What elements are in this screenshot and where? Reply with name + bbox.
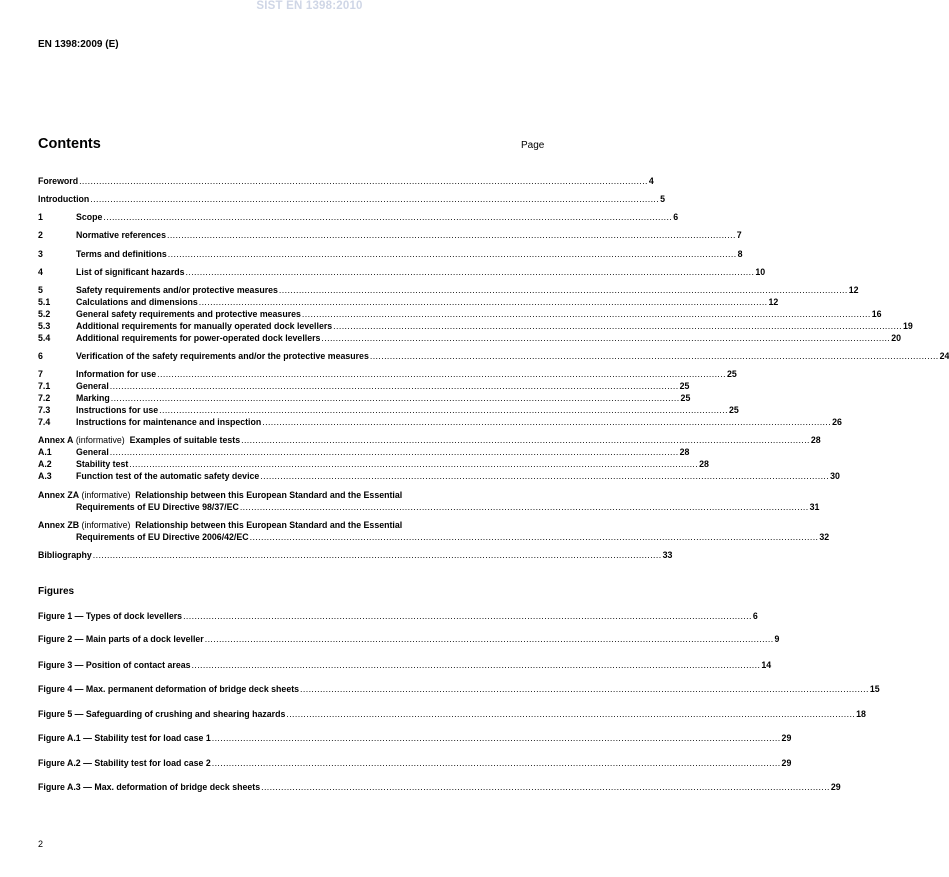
- figure-entry[interactable]: Figure 1 — Types of dock levellers ........................................................................................................................................................................................................ 6: [38, 611, 758, 621]
- figure-entry[interactable]: Figure 3 — Position of contact areas ........................................................................................................................................................................................................ 14: [38, 660, 772, 670]
- toc-entry[interactable]: 7.2 Marking ........................................................................................................................................................................................................ 25: [38, 393, 691, 403]
- watermark: SIST EN 1398:2010: [256, 0, 363, 12]
- toc-annex-za-line1[interactable]: Annex ZA (informative) Relationship between this European Standard and the Essential: [38, 490, 403, 500]
- toc-entry[interactable]: 7.4 Instructions for maintenance and inspection ........................................................................................................................................................................................................ 26: [38, 417, 842, 427]
- toc-annex-zb[interactable]: Requirements of EU Directive 2006/42/EC ........................................................................................................................................................................................................ 32: [76, 532, 830, 542]
- page-column-label: Page: [521, 140, 545, 151]
- toc-entry[interactable]: 5.3 Additional requirements for manually operated dock levellers ........................................................................................................................................................................................................ 19: [38, 321, 913, 331]
- toc-entry[interactable]: Foreword ........................................................................................................................................................................................................ 4: [38, 176, 654, 186]
- toc-entry[interactable]: 5.4 Additional requirements for power-operated dock levellers ........................................................................................................................................................................................................ 20: [38, 333, 902, 343]
- figure-entry[interactable]: Figure A.2 — Stability test for load case 2 ........................................................................................................................................................................................................ 29: [38, 758, 792, 768]
- toc-entry[interactable]: A.3 Function test of the automatic safety device ........................................................................................................................................................................................................ 30: [38, 471, 840, 481]
- toc-entry[interactable]: 2 Normative references ........................................................................................................................................................................................................ 7: [38, 230, 742, 240]
- figure-entry[interactable]: Figure 2 — Main parts of a dock leveller ........................................................................................................................................................................................................ 9: [38, 634, 780, 644]
- toc-annex-za[interactable]: Requirements of EU Directive 98/37/EC ........................................................................................................................................................................................................ 31: [76, 502, 820, 512]
- toc-bibliography[interactable]: Bibliography ........................................................................................................................................................................................................ 33: [38, 550, 673, 560]
- toc-entry[interactable]: 3 Terms and definitions ........................................................................................................................................................................................................ 8: [38, 249, 743, 259]
- page-number: 2: [38, 839, 44, 849]
- toc-annex-zb-line1[interactable]: Annex ZB (informative) Relationship between this European Standard and the Essential: [38, 520, 403, 530]
- figure-entry[interactable]: Figure 5 — Safeguarding of crushing and shearing hazards ........................................................................................................................................................................................................ 18: [38, 709, 866, 719]
- figures-heading: Figures: [38, 586, 75, 597]
- figure-entry[interactable]: Figure A.1 — Stability test for load case 1 ........................................................................................................................................................................................................ 29: [38, 733, 792, 743]
- toc-entry[interactable]: 1 Scope ........................................................................................................................................................................................................ 6: [38, 212, 679, 222]
- toc-entry[interactable]: A.2 Stability test ........................................................................................................................................................................................................ 28: [38, 459, 709, 469]
- toc-entry[interactable]: 5.1 Calculations and dimensions ........................................................................................................................................................................................................ 12: [38, 297, 779, 307]
- toc-entry[interactable]: Introduction ........................................................................................................................................................................................................ 5: [38, 194, 666, 204]
- figure-entry[interactable]: Figure 4 — Max. permanent deformation of bridge deck sheets ........................................................................................................................................................................................................ 15: [38, 684, 880, 694]
- toc-entry[interactable]: 5 Safety requirements and/or protective measures ........................................................................................................................................................................................................ 12: [38, 285, 859, 295]
- toc-entry[interactable]: 7 Information for use ........................................................................................................................................................................................................ 25: [38, 369, 737, 379]
- document-id: EN 1398:2009 (E): [38, 39, 119, 50]
- figure-entry[interactable]: Figure A.3 — Max. deformation of bridge deck sheets ........................................................................................................................................................................................................ 29: [38, 782, 841, 792]
- toc-entry[interactable]: 7.1 General ........................................................................................................................................................................................................ 25: [38, 381, 690, 391]
- toc-entry[interactable]: 4 List of significant hazards ........................................................................................................................................................................................................ 10: [38, 267, 766, 277]
- toc-annex-a[interactable]: Annex A (informative) Examples of suitable tests ........................................................................................................................................................................................................ 28: [38, 435, 821, 445]
- toc-entry[interactable]: 7.3 Instructions for use ........................................................................................................................................................................................................ 25: [38, 405, 739, 415]
- toc-entry[interactable]: 5.2 General safety requirements and protective measures ........................................................................................................................................................................................................ 16: [38, 309, 882, 319]
- toc-entry[interactable]: 6 Verification of the safety requirements and/or the protective measures ........................................................................................................................................................................................................ 24: [38, 351, 949, 361]
- toc-entry[interactable]: A.1 General ........................................................................................................................................................................................................ 28: [38, 447, 690, 457]
- contents-title: Contents: [38, 136, 101, 152]
